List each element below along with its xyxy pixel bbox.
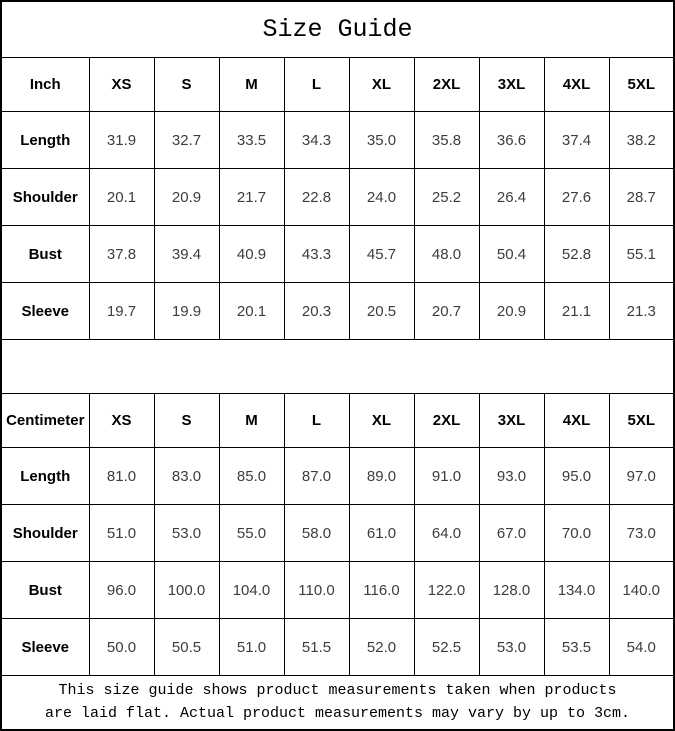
measurement-cell: 22.8	[284, 169, 349, 226]
measurement-cell: 25.2	[414, 169, 479, 226]
size-header-cell: L	[284, 394, 349, 448]
measurement-cell: 51.5	[284, 619, 349, 676]
measurement-cell: 50.4	[479, 226, 544, 283]
measurement-cell: 26.4	[479, 169, 544, 226]
measurement-cell: 91.0	[414, 448, 479, 505]
size-header-cell: 3XL	[479, 394, 544, 448]
measurement-cell: 52.8	[544, 226, 609, 283]
measurement-cell: 21.7	[219, 169, 284, 226]
measurement-cell: 20.5	[349, 283, 414, 340]
measurement-cell: 20.3	[284, 283, 349, 340]
measurement-row	[1, 505, 674, 562]
size-header-cell: XS	[89, 394, 154, 448]
measurement-note	[1, 676, 674, 731]
measurement-cell: 83.0	[154, 448, 219, 505]
size-header-cell: 2XL	[414, 394, 479, 448]
gap-row	[1, 340, 674, 394]
measurement-cell: 116.0	[349, 562, 414, 619]
measurement-row	[1, 283, 674, 340]
unit-label: Inch	[1, 58, 89, 112]
row-label: Bust	[1, 562, 89, 619]
size-header-cell: XL	[349, 394, 414, 448]
measurement-row	[1, 112, 674, 169]
measurement-cell: 20.1	[219, 283, 284, 340]
measurement-row	[1, 226, 674, 283]
measurement-cell: 87.0	[284, 448, 349, 505]
measurement-row	[1, 562, 674, 619]
measurement-cell: 53.0	[154, 505, 219, 562]
measurement-cell: 39.4	[154, 226, 219, 283]
measurement-cell: 70.0	[544, 505, 609, 562]
size-header-cell: M	[219, 394, 284, 448]
measurement-cell: 52.5	[414, 619, 479, 676]
size-header-row	[1, 394, 674, 448]
title-row	[1, 1, 674, 58]
measurement-cell: 55.1	[609, 226, 674, 283]
size-header-cell: 4XL	[544, 394, 609, 448]
size-header-cell: M	[219, 58, 284, 112]
measurement-cell: 20.9	[479, 283, 544, 340]
measurement-cell: 24.0	[349, 169, 414, 226]
measurement-cell: 93.0	[479, 448, 544, 505]
measurement-cell: 50.5	[154, 619, 219, 676]
row-label: Bust	[1, 226, 89, 283]
measurement-cell: 51.0	[219, 619, 284, 676]
footer-row	[1, 676, 674, 731]
table-gap	[1, 340, 674, 394]
measurement-cell: 140.0	[609, 562, 674, 619]
measurement-cell: 53.0	[479, 619, 544, 676]
row-label: Length	[1, 112, 89, 169]
measurement-cell: 52.0	[349, 619, 414, 676]
measurement-cell: 110.0	[284, 562, 349, 619]
measurement-cell: 73.0	[609, 505, 674, 562]
size-header-cell: 5XL	[609, 58, 674, 112]
measurement-cell: 34.3	[284, 112, 349, 169]
measurement-cell: 61.0	[349, 505, 414, 562]
measurement-cell: 36.6	[479, 112, 544, 169]
size-header-cell: XL	[349, 58, 414, 112]
measurement-cell: 32.7	[154, 112, 219, 169]
measurement-cell: 122.0	[414, 562, 479, 619]
measurement-cell: 27.6	[544, 169, 609, 226]
measurement-cell: 40.9	[219, 226, 284, 283]
measurement-cell: 97.0	[609, 448, 674, 505]
measurement-cell: 37.8	[89, 226, 154, 283]
measurement-cell: 51.0	[89, 505, 154, 562]
measurement-note-line-2: are laid flat. Actual product measurements may vary by up to 3cm.	[44, 704, 631, 722]
size-header-cell: 5XL	[609, 394, 674, 448]
measurement-cell: 104.0	[219, 562, 284, 619]
measurement-cell: 58.0	[284, 505, 349, 562]
measurement-row	[1, 169, 674, 226]
size-header-cell: 2XL	[414, 58, 479, 112]
measurement-cell: 55.0	[219, 505, 284, 562]
size-header-row	[1, 58, 674, 112]
measurement-cell: 20.1	[89, 169, 154, 226]
measurement-row	[1, 619, 674, 676]
measurement-cell: 95.0	[544, 448, 609, 505]
row-label: Length	[1, 448, 89, 505]
measurement-cell: 20.7	[414, 283, 479, 340]
size-header-cell: XS	[89, 58, 154, 112]
measurement-cell: 48.0	[414, 226, 479, 283]
measurement-row	[1, 448, 674, 505]
measurement-cell: 21.1	[544, 283, 609, 340]
measurement-cell: 33.5	[219, 112, 284, 169]
measurement-cell: 128.0	[479, 562, 544, 619]
row-label: Sleeve	[1, 619, 89, 676]
measurement-cell: 81.0	[89, 448, 154, 505]
measurement-cell: 35.8	[414, 112, 479, 169]
measurement-cell: 64.0	[414, 505, 479, 562]
measurement-note-line-1: This size guide shows product measurements taken when products	[58, 682, 617, 699]
measurement-cell: 28.7	[609, 169, 674, 226]
size-header-cell: 3XL	[479, 58, 544, 112]
measurement-cell: 96.0	[89, 562, 154, 619]
measurement-cell: 43.3	[284, 226, 349, 283]
measurement-cell: 53.5	[544, 619, 609, 676]
unit-label: Centimeter	[1, 394, 89, 448]
measurement-cell: 100.0	[154, 562, 219, 619]
size-header-cell: L	[284, 58, 349, 112]
size-header-cell: 4XL	[544, 58, 609, 112]
measurement-cell: 19.9	[154, 283, 219, 340]
page-title: Size Guide	[1, 1, 674, 58]
row-label: Shoulder	[1, 505, 89, 562]
measurement-cell: 134.0	[544, 562, 609, 619]
measurement-cell: 35.0	[349, 112, 414, 169]
measurement-cell: 21.3	[609, 283, 674, 340]
measurement-cell: 67.0	[479, 505, 544, 562]
measurement-cell: 38.2	[609, 112, 674, 169]
row-label: Sleeve	[1, 283, 89, 340]
measurement-cell: 37.4	[544, 112, 609, 169]
size-header-cell: S	[154, 58, 219, 112]
row-label: Shoulder	[1, 169, 89, 226]
measurement-cell: 50.0	[89, 619, 154, 676]
measurement-cell: 89.0	[349, 448, 414, 505]
size-header-cell: S	[154, 394, 219, 448]
measurement-cell: 20.9	[154, 169, 219, 226]
measurement-cell: 45.7	[349, 226, 414, 283]
measurement-cell: 31.9	[89, 112, 154, 169]
measurement-cell: 85.0	[219, 448, 284, 505]
measurement-cell: 54.0	[609, 619, 674, 676]
measurement-cell: 19.7	[89, 283, 154, 340]
